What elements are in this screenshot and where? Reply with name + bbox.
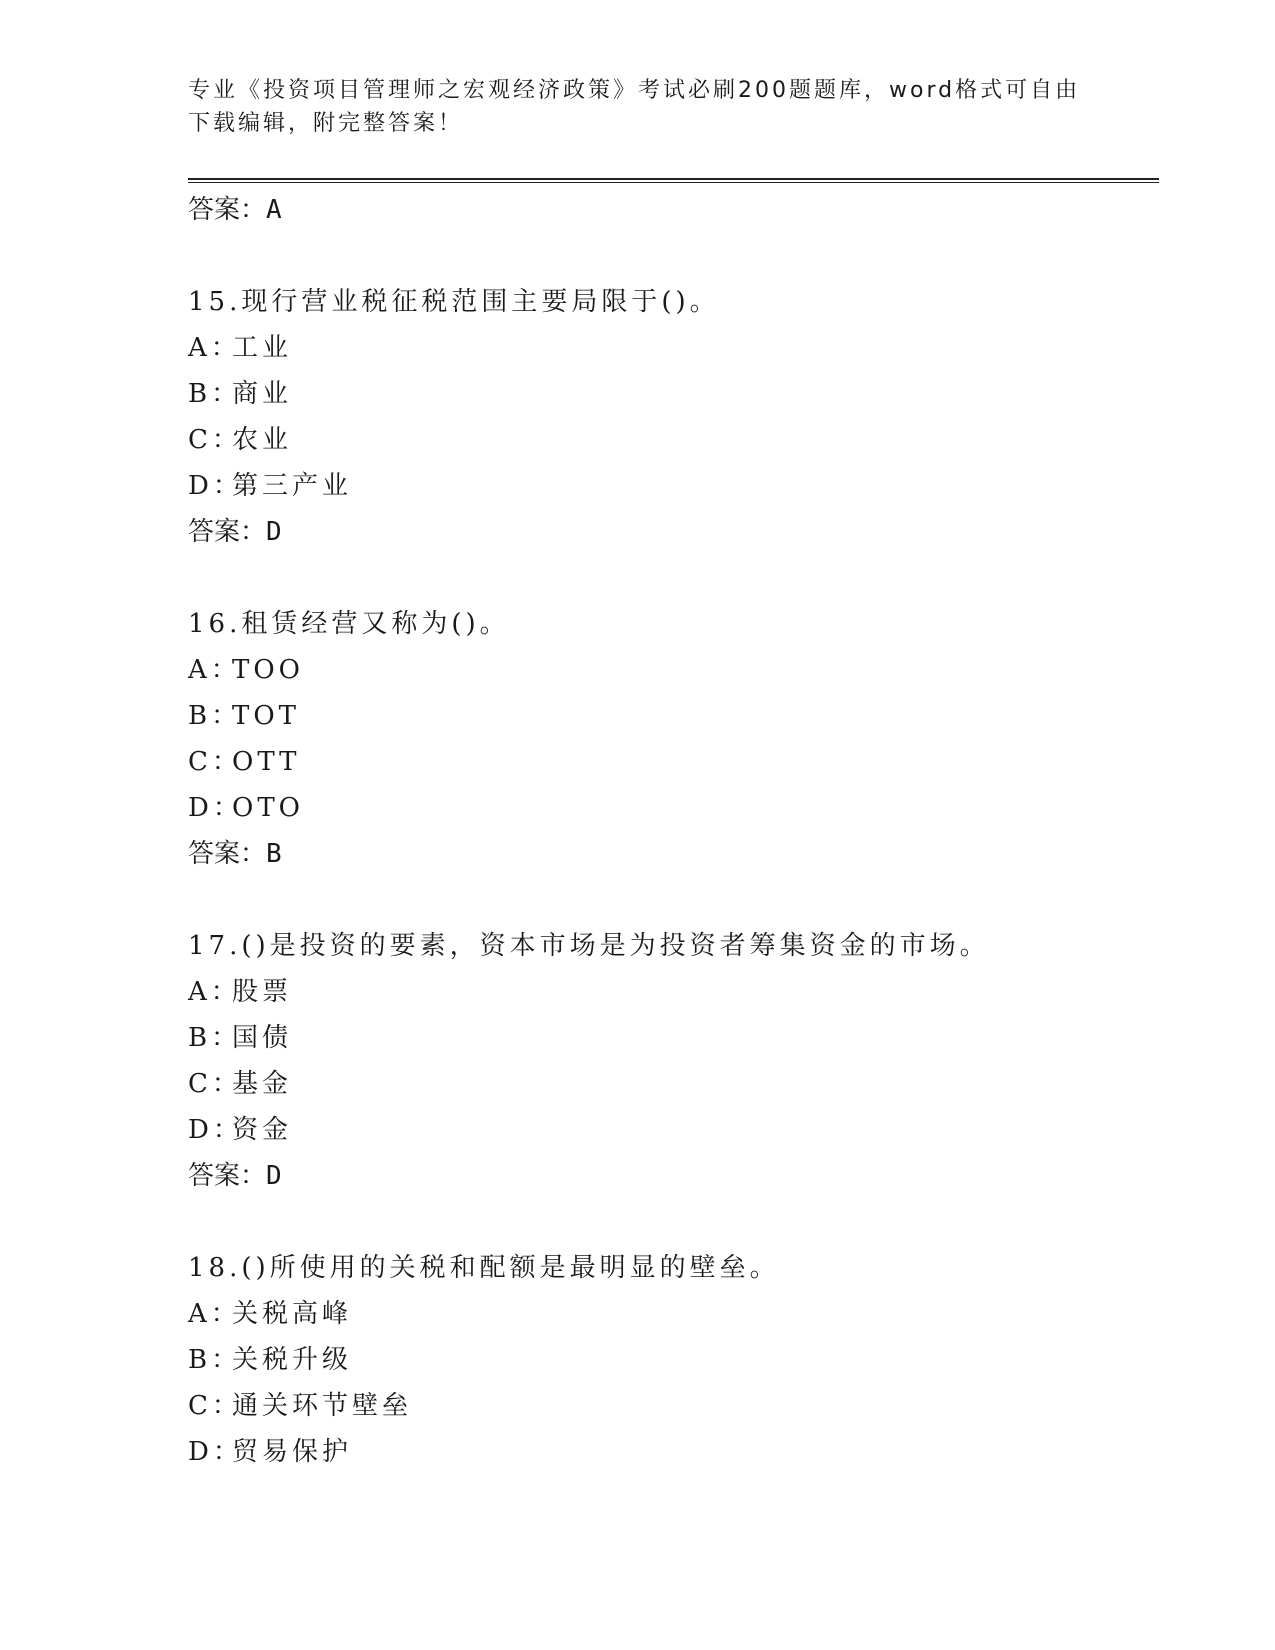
question-stem: 16.租赁经营又称为()。 xyxy=(188,609,510,639)
option-b xyxy=(188,374,1148,414)
option-letter: A： xyxy=(188,333,241,363)
option-letter: A： xyxy=(188,655,241,685)
header-line-1: 专业《投资项目管理师之宏观经济政策》考试必刷200题题库，word格式可自由 xyxy=(188,78,1081,103)
option-text: TOO xyxy=(232,655,304,685)
question-block-18 xyxy=(188,1248,1148,1472)
document-content xyxy=(188,190,1148,1472)
option-letter: C： xyxy=(188,425,242,455)
option-a xyxy=(188,328,1148,368)
spacer xyxy=(188,1196,1148,1248)
option-letter: D： xyxy=(188,1437,243,1467)
option-a xyxy=(188,650,1148,690)
option-letter: B： xyxy=(188,1023,242,1053)
option-text: 商业 xyxy=(232,379,293,409)
question-block-17 xyxy=(188,926,1148,1196)
question-block-16 xyxy=(188,604,1148,874)
answer-label: 答案： xyxy=(188,195,267,225)
option-letter: B： xyxy=(188,1345,242,1375)
option-text: OTT xyxy=(232,747,301,777)
answer-label: 答案： xyxy=(188,517,267,547)
option-text: 关税高峰 xyxy=(232,1299,353,1329)
answer-line xyxy=(188,190,1148,230)
question-stem: 15.现行营业税征税范围主要局限于()。 xyxy=(188,287,720,317)
answer-value: B xyxy=(266,839,282,869)
header-line-2: 下载编辑，附完整答案！ xyxy=(188,111,464,136)
option-letter: B： xyxy=(188,379,242,409)
option-text: 股票 xyxy=(232,977,293,1007)
option-c xyxy=(188,1064,1148,1104)
option-text: 农业 xyxy=(232,425,293,455)
option-letter: D： xyxy=(188,471,243,501)
option-text: 通关环节壁垒 xyxy=(232,1391,413,1421)
option-text: 第三产业 xyxy=(232,471,353,501)
option-d xyxy=(188,466,1148,506)
option-letter: D： xyxy=(188,1115,243,1145)
spacer xyxy=(188,230,1148,282)
option-c xyxy=(188,742,1148,782)
option-b xyxy=(188,1018,1148,1058)
option-d xyxy=(188,788,1148,828)
option-c xyxy=(188,1386,1148,1426)
option-letter: C： xyxy=(188,1069,242,1099)
option-text: 基金 xyxy=(232,1069,293,1099)
answer-label: 答案： xyxy=(188,839,267,869)
question-block-15 xyxy=(188,282,1148,552)
document-header xyxy=(188,74,1088,140)
option-letter: C： xyxy=(188,747,242,777)
answer-value: A xyxy=(266,195,282,225)
answer-label: 答案： xyxy=(188,1161,267,1191)
spacer xyxy=(188,874,1148,926)
option-a xyxy=(188,972,1148,1012)
spacer xyxy=(188,552,1148,604)
option-letter: C： xyxy=(188,1391,242,1421)
option-letter: B： xyxy=(188,701,242,731)
option-text: 资金 xyxy=(232,1115,293,1145)
option-d xyxy=(188,1432,1148,1472)
option-letter: D： xyxy=(188,793,243,823)
option-letter: A： xyxy=(188,977,241,1007)
option-b xyxy=(188,696,1148,736)
option-text: TOT xyxy=(232,701,300,731)
option-text: 贸易保护 xyxy=(232,1437,353,1467)
option-text: 关税升级 xyxy=(232,1345,353,1375)
option-text: 国债 xyxy=(232,1023,293,1053)
option-text: 工业 xyxy=(232,333,293,363)
option-d xyxy=(188,1110,1148,1150)
answer-line xyxy=(188,1156,1148,1196)
answer-line xyxy=(188,512,1148,552)
option-text: OTO xyxy=(232,793,304,823)
option-b xyxy=(188,1340,1148,1380)
header-divider xyxy=(188,178,1159,183)
option-a xyxy=(188,1294,1148,1334)
option-c xyxy=(188,420,1148,460)
answer-line xyxy=(188,834,1148,874)
question-stem: 17.()是投资的要素，资本市场是为投资者筹集资金的市场。 xyxy=(188,931,990,961)
question-stem: 18.()所使用的关税和配额是最明显的壁垒。 xyxy=(188,1253,780,1283)
answer-value: D xyxy=(266,517,282,547)
answer-value: D xyxy=(266,1161,282,1191)
option-letter: A： xyxy=(188,1299,241,1329)
